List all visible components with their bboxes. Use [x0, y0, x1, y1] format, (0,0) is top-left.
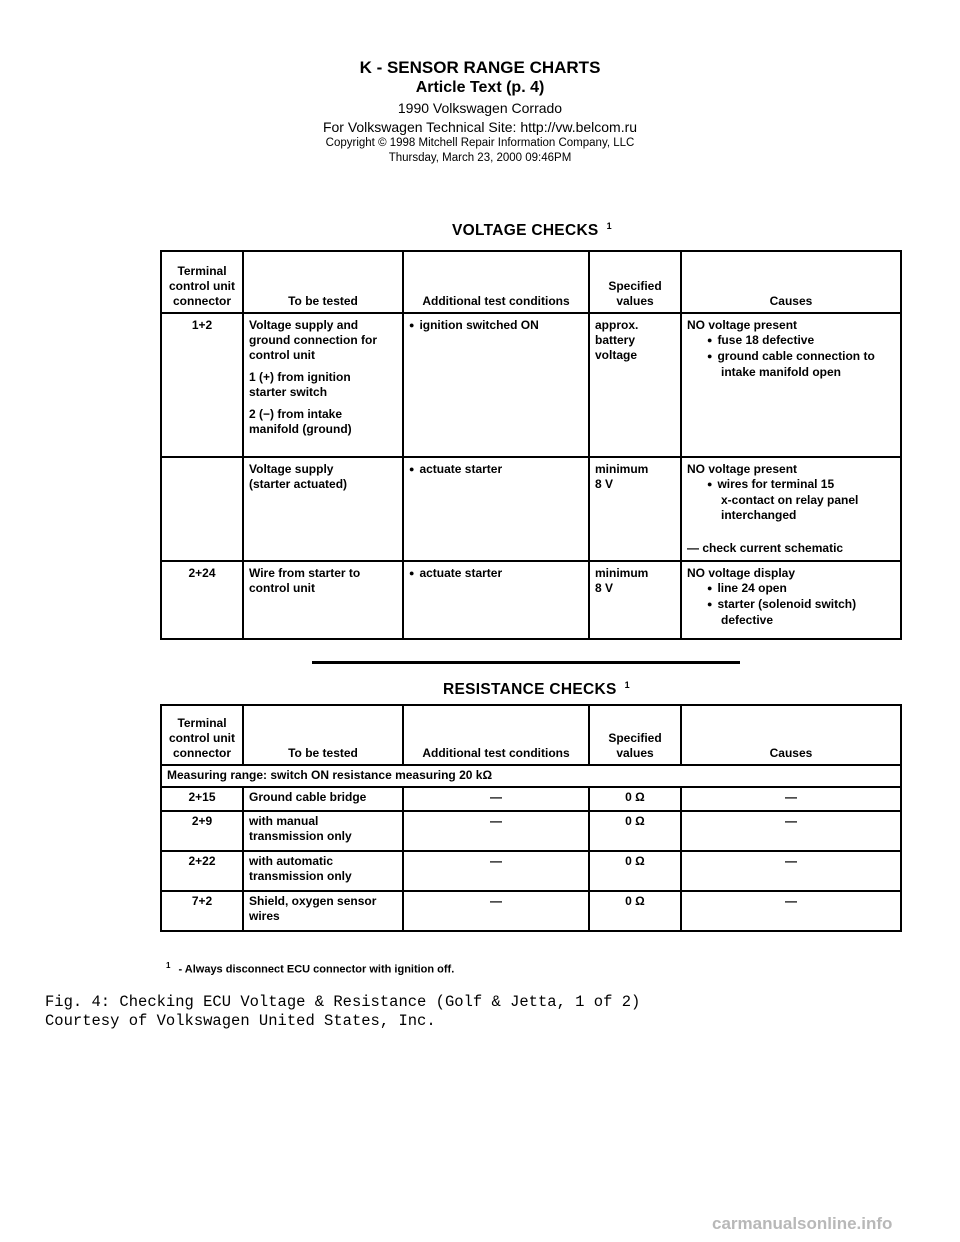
table-row [161, 787, 901, 811]
header-terminal: Terminal control unit connector [161, 251, 243, 313]
terminal-cell [161, 457, 243, 561]
header-causes: Causes [681, 251, 901, 313]
vehicle-name: 1990 Volkswagen Corrado [397, 100, 563, 116]
condition-cell: — [403, 851, 589, 891]
value-cell: approx. battery voltage [589, 313, 681, 457]
cause-cell: NO voltage present ● wires for terminal 15 x-contact on relay panel interchanged — check current schematic [681, 457, 901, 561]
value-cell: 0 Ω [589, 811, 681, 851]
table-row [161, 313, 901, 457]
value-cell: 0 Ω [589, 891, 681, 931]
cause-cell: NO voltage display ● line 24 open ● starter (solenoid switch) defective [681, 561, 901, 639]
terminal-cell: 2+24 [161, 561, 243, 639]
condition-cell: — [403, 811, 589, 851]
terminal-cell: 7+2 [161, 891, 243, 931]
tested-cell: Shield, oxygen sensor wires [243, 891, 403, 931]
section-divider [312, 661, 740, 664]
voltage-checks-table [160, 250, 902, 640]
value-cell: 0 Ω [589, 851, 681, 891]
measuring-range-cell: Measuring range: switch ON resistance measuring 20 kΩ [161, 765, 901, 787]
voltage-checks-title: VOLTAGE CHECKS $^1$ [452, 221, 612, 240]
header-conditions: Additional test conditions [403, 705, 589, 765]
watermark: carmanualsonline.info [712, 1214, 893, 1233]
table-header-row [161, 705, 901, 765]
value-cell: 0 Ω [589, 787, 681, 811]
tested-cell: Wire from starter to control unit [243, 561, 403, 639]
table-row [161, 457, 901, 561]
value-cell: minimum 8 V [589, 457, 681, 561]
terminal-cell: 2+9 [161, 811, 243, 851]
header-causes: Causes [681, 705, 901, 765]
table-row [161, 891, 901, 931]
cause-cell: — [681, 891, 901, 931]
footnote: $^1$ - Always disconnect ECU connector with ignition off. [166, 961, 455, 976]
condition-cell: ● actuate starter [403, 457, 589, 561]
copyright-line: Copyright © 1998 Mitchell Repair Information Company, LLC [325, 137, 635, 149]
cause-cell: — [681, 787, 901, 811]
measuring-range-row [161, 765, 901, 787]
figure-caption: Fig. 4: Checking ECU Voltage & Resistance (Golf & Jetta, 1 of 2) [45, 993, 641, 1011]
header-values: Specified values [589, 251, 681, 313]
terminal-cell: 2+15 [161, 787, 243, 811]
condition-cell: ● ignition switched ON [403, 313, 589, 457]
header-values: Specified values [589, 705, 681, 765]
tested-cell: Voltage supply (starter actuated) [243, 457, 403, 561]
table-row [161, 851, 901, 891]
table-row [161, 811, 901, 851]
cause-cell: NO voltage present ● fuse 18 defective ● ground cable connection to intake manifold open [681, 313, 901, 457]
header-to-be-tested: To be tested [243, 705, 403, 765]
header-terminal: Terminal control unit connector [161, 705, 243, 765]
condition-cell: ● actuate starter [403, 561, 589, 639]
terminal-cell: 1+2 [161, 313, 243, 457]
date-line: Thursday, March 23, 2000 09:46PM [388, 152, 572, 164]
cause-cell: — [681, 851, 901, 891]
tested-cell: with automatic transmission only [243, 851, 403, 891]
page-title: K - SENSOR RANGE CHARTS [359, 58, 601, 77]
table-row [161, 561, 901, 639]
value-cell: minimum 8 V [589, 561, 681, 639]
condition-cell: — [403, 891, 589, 931]
resistance-checks-table [160, 704, 902, 932]
tested-cell: with manual transmission only [243, 811, 403, 851]
article-subtitle: Article Text (p. 4) [415, 79, 545, 96]
tested-cell: Ground cable bridge [243, 787, 403, 811]
cause-cell: — [681, 811, 901, 851]
site-line: For Volkswagen Technical Site: http://vw.belcom.ru [322, 119, 638, 135]
header-conditions: Additional test conditions [403, 251, 589, 313]
resistance-checks-title: RESISTANCE CHECKS $^1$ [443, 680, 630, 699]
terminal-cell: 2+22 [161, 851, 243, 891]
figure-credit: Courtesy of Volkswagen United States, Inc. [45, 1012, 436, 1030]
tested-cell: Voltage supply and ground connection for control unit 1 (+) from ignition starter switch 2 (−) from intake manifold (ground) [243, 313, 403, 457]
table-header-row [161, 251, 901, 313]
condition-cell: — [403, 787, 589, 811]
header-to-be-tested: To be tested [243, 251, 403, 313]
